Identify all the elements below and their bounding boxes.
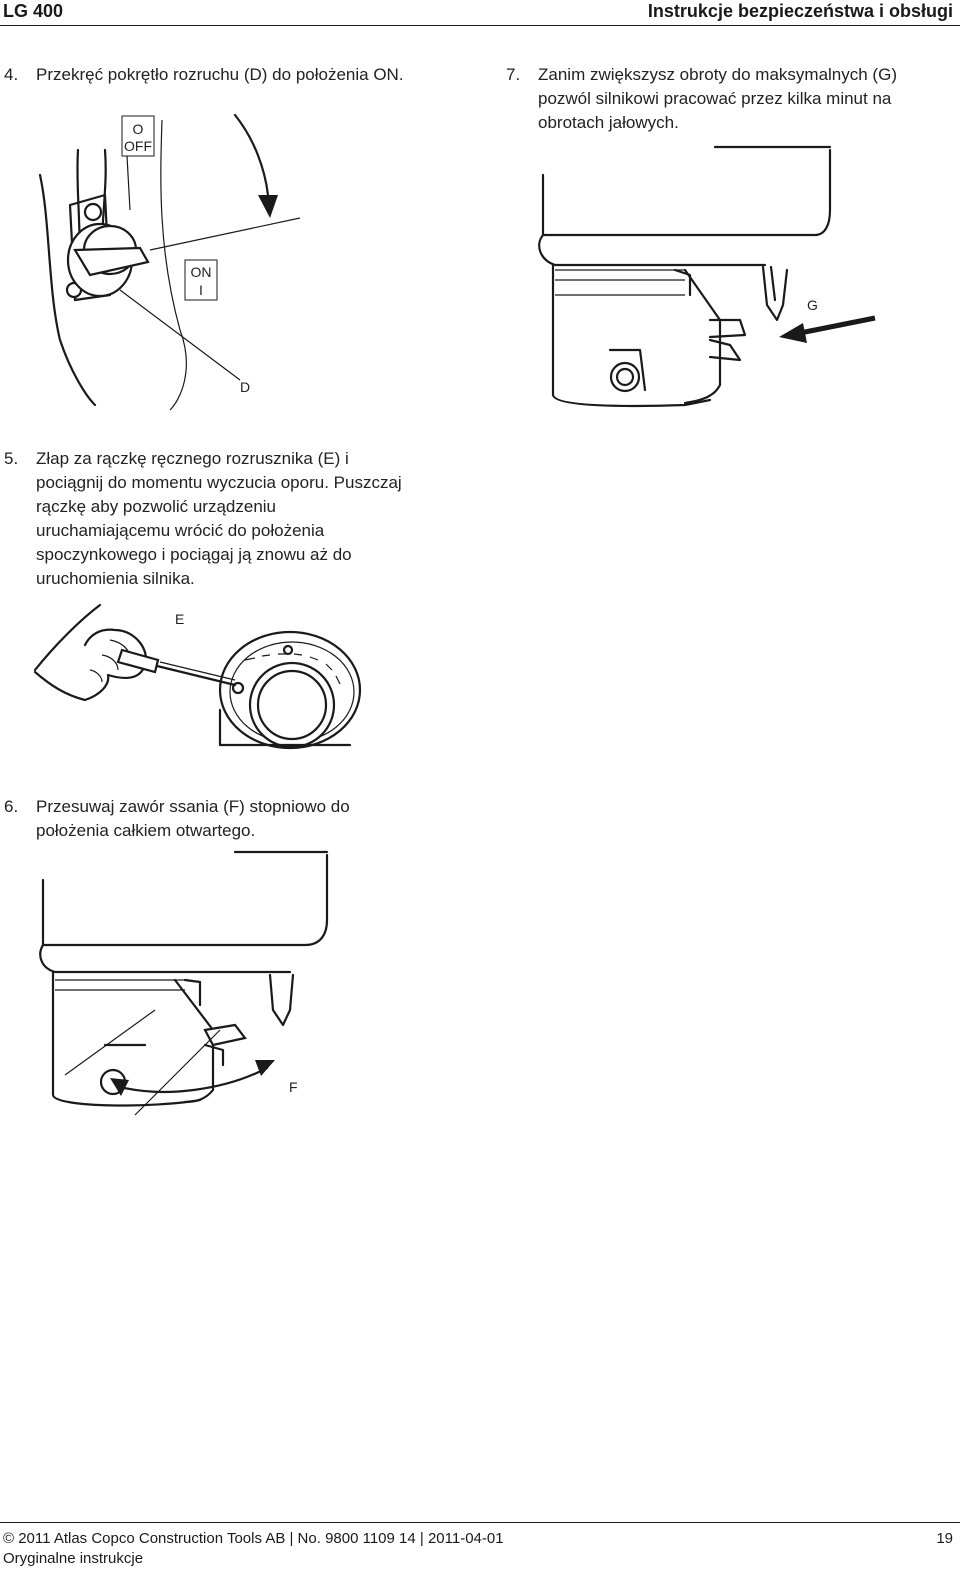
step-text-line: uruchomienia silnika. (36, 569, 195, 588)
page-number: 19 (936, 1530, 953, 1547)
choke-lever (205, 1025, 245, 1045)
step-text-line: pozwól silnikowi pracować przez kilka minut na (538, 89, 892, 108)
callout-g: G (807, 297, 818, 313)
footer-divider (0, 1522, 960, 1523)
on-symbol: I (199, 282, 203, 298)
step-7 (506, 63, 956, 135)
step-text-line: Zanim zwiększysz obroty do maksymalnych (G) (538, 65, 897, 84)
figure-choke-valve (35, 850, 345, 1115)
step-text-line: położenia całkiem otwartego. (36, 821, 256, 840)
callout-d: D (240, 379, 251, 395)
on-label: ON (190, 264, 212, 280)
off-label: OFF (124, 138, 152, 154)
callout-e: E (175, 611, 185, 627)
starter-handle (118, 650, 158, 672)
footer-note: Oryginalne instrukcje (3, 1550, 144, 1567)
step-number: 5. (4, 449, 19, 468)
callout-f: F (289, 1079, 298, 1095)
step-4 (4, 63, 474, 87)
step-text-line: spoczynkowego i pociągaj ją znowu aż do (36, 545, 352, 564)
footer-copyright: © 2011 Atlas Copco Construction Tools AB | No. 9800 1109 14 | 2011-04-01 (3, 1530, 504, 1547)
step-number: 7. (506, 65, 521, 84)
figure-throttle-lever (535, 145, 880, 410)
figure-ignition-switch (30, 100, 330, 410)
step-text-line: Złap za rączkę ręcznego rozrusznika (E) i (36, 449, 349, 468)
header-divider (0, 25, 960, 26)
step-text-line: uruchamiającemu wrócić do położenia (36, 521, 325, 540)
throttle-arrow-icon (779, 323, 807, 343)
step-number: 4. (4, 65, 19, 84)
step-text: Przekręć pokrętło rozruchu (D) do położenia ON. (36, 65, 404, 84)
step-text-line: obrotach jałowych. (538, 113, 679, 132)
step-6 (4, 795, 464, 843)
rotation-arrow-icon (258, 195, 278, 218)
bolt-icon (85, 204, 101, 220)
document-section-title: Instrukcje bezpieczeństwa i obsługi (647, 1, 953, 21)
step-5 (4, 447, 484, 591)
off-symbol: O (132, 121, 144, 137)
step-number: 6. (4, 797, 19, 816)
figure-recoil-starter (30, 600, 370, 760)
step-text-line: Przesuwaj zawór ssania (F) stopniowo do (36, 797, 350, 816)
step-text-line: pociągnij do momentu wyczucia oporu. Puszczaj (36, 473, 402, 492)
document-product-title: LG 400 (3, 1, 64, 21)
step-text-line: rączkę aby pozwolić urządzeniu (36, 497, 277, 516)
